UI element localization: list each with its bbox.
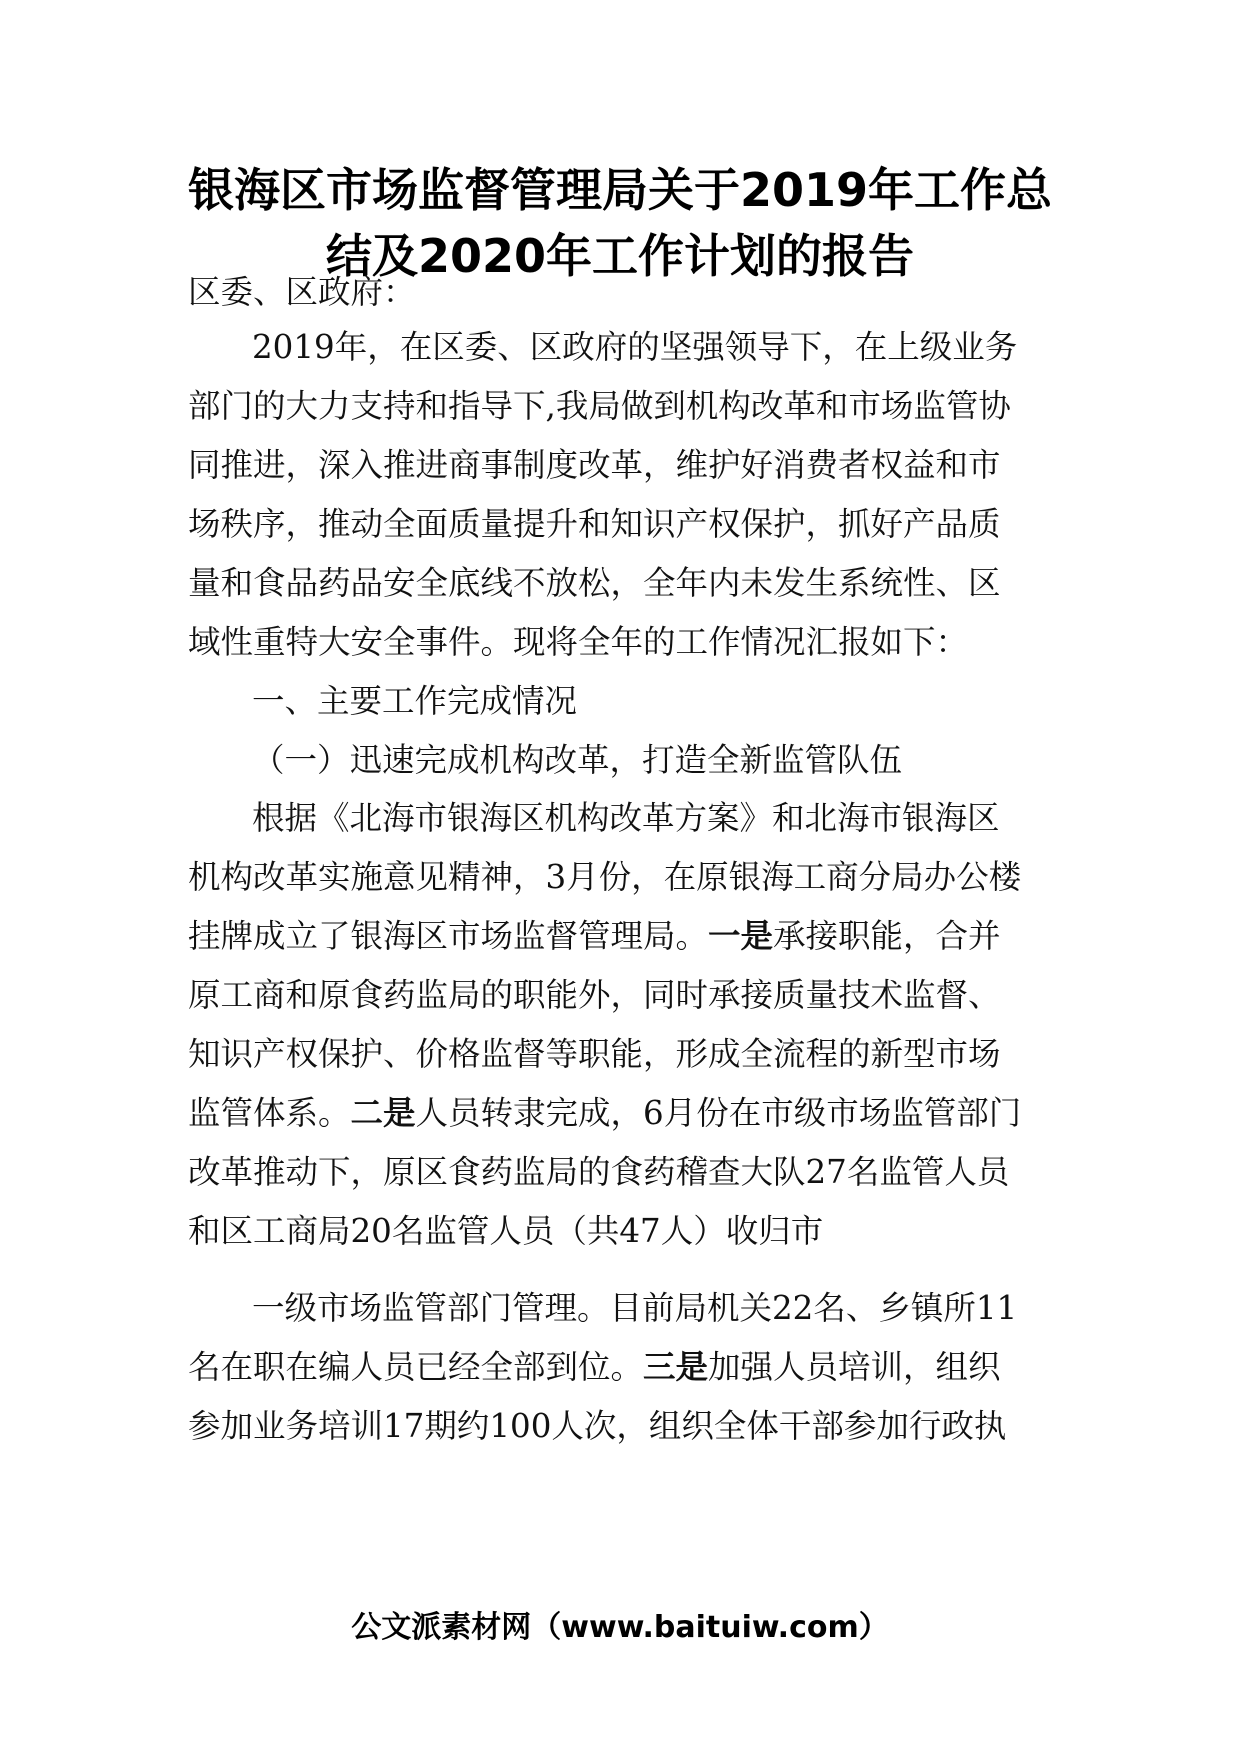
- intro-line-5: 量和食品药品安全底线不放松，全年内未发生系统性、区: [188, 564, 1001, 602]
- para1-line-3: [188, 914, 1058, 958]
- para1-line-6-text: 监管体系。: [188, 1094, 351, 1132]
- para2-line-3: 参加业务培训17期约100人次，组织全体干部参加行政执: [188, 1407, 1007, 1445]
- para1-line-5: 知识产权保护、价格监督等职能，形成全流程的新型市场: [188, 1035, 1001, 1073]
- para1-line-3-text: 挂牌成立了银海区市场监督管理局。: [188, 917, 709, 955]
- para2-line-2-tail: 加强人员培训，组织: [708, 1348, 1001, 1386]
- para1-line-3-tail: 承接职能，合并: [773, 917, 1001, 955]
- addressee: 区委、区政府：: [188, 273, 416, 311]
- emphasis-third: 三是: [643, 1348, 709, 1386]
- intro-line-4: 场秩序，推动全面质量提升和知识产权保护，抓好产品质: [188, 505, 1001, 543]
- para1-line-1: 根据《北海市银海区机构改革方案》和北海市银海区: [252, 799, 1000, 837]
- para1-line-4: 原工商和原食药监局的职能外，同时承接质量技术监督、: [188, 976, 1001, 1014]
- document-title-line-2: 结及2020年工作计划的报告: [325, 229, 915, 283]
- para2-line-1: 一级市场监管部门管理。目前局机关22名、乡镇所11: [252, 1289, 1018, 1327]
- emphasis-second: 二是: [350, 1094, 416, 1132]
- subsection-heading: （一）迅速完成机构改革，打造全新监管队伍: [252, 741, 903, 779]
- footer-watermark: 公文派素材网（www.baituiw.com）: [351, 1610, 889, 1645]
- para1-line-7: 改革推动下，原区食药监局的食药稽查大队27名监管人员: [188, 1153, 1010, 1191]
- emphasis-first: 一是: [708, 917, 774, 955]
- section-heading: 一、主要工作完成情况: [252, 682, 578, 720]
- para1-line-8: 和区工商局20名监管人员（共47人）收归市: [188, 1212, 824, 1250]
- document-title-line-1: 银海区市场监督管理局关于2019年工作总: [187, 163, 1053, 217]
- para2-line-2: [188, 1345, 1058, 1389]
- intro-line-3: 同推进，深入推进商事制度改革，维护好消费者权益和市: [188, 446, 1001, 484]
- para2-line-2-text: 名在职在编人员已经全部到位。: [188, 1348, 644, 1386]
- intro-line-1: 2019年，在区委、区政府的坚强领导下，在上级业务: [252, 328, 1018, 366]
- para1-line-6: [188, 1091, 1058, 1135]
- intro-line-6: 域性重特大安全事件。现将全年的工作情况汇报如下：: [188, 623, 969, 661]
- intro-line-2: 部门的大力支持和指导下,我局做到机构改革和市场监管协: [188, 387, 1011, 425]
- para1-line-2: 机构改革实施意见精神，3月份，在原银海工商分局办公楼: [188, 858, 1022, 896]
- para1-line-6-tail: 人员转隶完成，6月份在市级市场监管部门: [415, 1094, 1022, 1132]
